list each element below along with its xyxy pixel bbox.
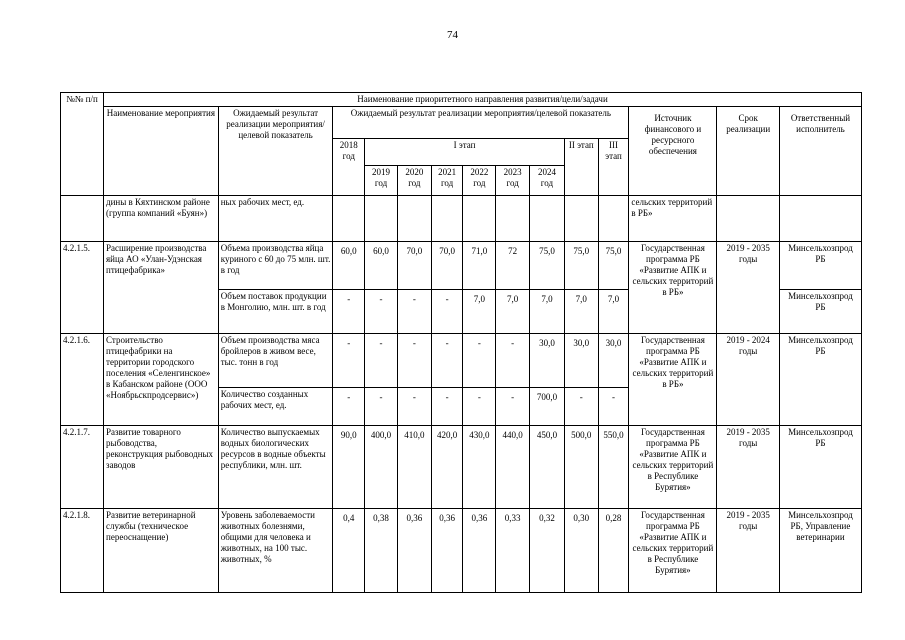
stage-2-header: II этап (564, 139, 598, 196)
value-2030: 500,0 (564, 426, 598, 509)
responsible-executor: Минсельхозпрод РБ (779, 242, 861, 290)
implementation-term: 2019 - 2035 годы (717, 426, 779, 509)
value-2020: - (397, 290, 431, 334)
value-2019: 60,0 (365, 242, 398, 290)
value-2030: 75,0 (564, 242, 598, 290)
indicator-text: Объем поставок продукции в Монголию, млн. шт. в год (218, 290, 333, 334)
responsible-executor: Минсельхозпрод РБ (779, 290, 861, 334)
value-2019: - (365, 388, 398, 426)
table-row-continuation (61, 196, 862, 242)
indicator-text: Количество выпускаемых водных биологических ресурсов в водные объекты республики, млн. шт. (218, 426, 333, 509)
value-2022: - (463, 388, 496, 426)
value-2022: 0,36 (463, 509, 496, 593)
value-2023: 0,33 (496, 509, 530, 593)
expected-values-header: Ожидаемый результат реализации мероприятия/целевой показатель (333, 107, 629, 139)
stage-3-header: III этап (598, 139, 629, 196)
funding-source: Государственная программа РБ «Развитие АПК и сельских территорий в РБ» (629, 334, 717, 426)
year-2021-header: 2021 год (431, 166, 463, 196)
value-2018: - (333, 334, 365, 388)
value-2024: 450,0 (530, 426, 565, 509)
event-name: Расширение производства яйца АО «Улан-Удэнская птицефабрика» (104, 242, 219, 334)
program-table (60, 92, 862, 593)
value-2018: - (333, 290, 365, 334)
year-2019-header: 2019 год (365, 166, 398, 196)
value-2030: 0,30 (564, 509, 598, 593)
value-2019: - (365, 334, 398, 388)
value-2035: 0,28 (598, 509, 629, 593)
value-2022: 7,0 (463, 290, 496, 334)
indicator-text: ных рабочих мест, ед. (218, 196, 333, 242)
value-2019: 0,38 (365, 509, 398, 593)
indicator-text: Уровень заболеваемости животных болезнями, общими для человека и животных, на 100 тыс. животных, % (218, 509, 333, 593)
indicator-text: Объем производства мяса бройлеров в живом весе, тыс. тонн в год (218, 334, 333, 388)
funding-source: Государственная программа РБ «Развитие АПК и сельских территорий в Республике Бурятия» (629, 509, 717, 593)
implementation-term: 2019 - 2035 годы (717, 242, 779, 334)
implementation-term: 2019 - 2024 годы (717, 334, 779, 426)
value-2018: 0,4 (333, 509, 365, 593)
value-2020: 70,0 (397, 242, 431, 290)
table-row (61, 509, 862, 593)
value-2018: 90,0 (333, 426, 365, 509)
event-name: дины в Кяхтинском районе (группа компаний «Буян») (104, 196, 219, 242)
value-2023: 440,0 (496, 426, 530, 509)
implementation-term: 2019 - 2035 годы (717, 509, 779, 593)
value-2019: - (365, 290, 398, 334)
value-2024: 700,0 (530, 388, 565, 426)
value-2035: - (598, 388, 629, 426)
value-2023: - (496, 334, 530, 388)
responsible-executor: Минсельхозпрод РБ (779, 334, 861, 426)
source-header: Источник финансового и ресурсного обеспечения (629, 107, 717, 196)
value-2035: 7,0 (598, 290, 629, 334)
value-2018: 60,0 (333, 242, 365, 290)
value-2022: - (463, 334, 496, 388)
value-2035: 75,0 (598, 242, 629, 290)
funding-source: Государственная программа РБ «Развитие АПК и сельских территорий в Республике Бурятия» (629, 426, 717, 509)
responsible-executor: Минсельхозпрод РБ (779, 426, 861, 509)
value-2023: 7,0 (496, 290, 530, 334)
event-name: Строительство птицефабрики на территории городского поселения «Селенгинское» в Кабанском районе (ООО «Ноябрьскпродсервис») (104, 334, 219, 426)
value-2030: 30,0 (564, 334, 598, 388)
year-2023-header: 2023 год (496, 166, 530, 196)
value-2024: 75,0 (530, 242, 565, 290)
value-2035: 550,0 (598, 426, 629, 509)
funding-source: сельских территорий в РБ» (629, 196, 717, 242)
table-row (61, 334, 862, 388)
value-2022: 430,0 (463, 426, 496, 509)
value-2018: - (333, 388, 365, 426)
stage-1-header: I этап (365, 139, 565, 166)
expected-result-header: Ожидаемый результат реализации мероприятия/целевой показатель (218, 107, 333, 196)
term-header: Срок реализации (717, 107, 779, 196)
executor-header: Ответственный исполнитель (779, 107, 861, 196)
value-2024: 0,32 (530, 509, 565, 593)
event-name: Развитие товарного рыбоводства, реконструкция рыбоводных заводов (104, 426, 219, 509)
table-row (61, 426, 862, 509)
value-2023: - (496, 388, 530, 426)
value-2023: 72 (496, 242, 530, 290)
value-2019: 400,0 (365, 426, 398, 509)
page-number: 74 (447, 29, 458, 41)
value-2020: - (397, 388, 431, 426)
indicator-text: Количество созданных рабочих мест, ед. (218, 388, 333, 426)
row-number: 4.2.1.8. (61, 509, 104, 593)
year-2018-header: 2018 год (333, 139, 365, 196)
value-2035: 30,0 (598, 334, 629, 388)
value-2024: 7,0 (530, 290, 565, 334)
table-row (61, 242, 862, 290)
row-number: 4.2.1.5. (61, 242, 104, 334)
value-2030: 7,0 (564, 290, 598, 334)
indicator-text: Объема производства яйца куриного с 60 до 75 млн. шт. в год (218, 242, 333, 290)
value-2024: 30,0 (530, 334, 565, 388)
value-2021: - (431, 388, 463, 426)
value-2021: - (431, 290, 463, 334)
event-name: Развитие ветеринарной службы (техническое переоснащение) (104, 509, 219, 593)
year-2020-header: 2020 год (397, 166, 431, 196)
responsible-executor: Минсельхозпрод РБ, Управление ветеринарии (779, 509, 861, 593)
value-2020: 0,36 (397, 509, 431, 593)
num-column-header: №№ п/п (61, 93, 104, 196)
value-2021: 420,0 (431, 426, 463, 509)
value-2021: - (431, 334, 463, 388)
value-2021: 70,0 (431, 242, 463, 290)
value-2030: - (564, 388, 598, 426)
value-2021: 0,36 (431, 509, 463, 593)
year-2024-header: 2024 год (530, 166, 565, 196)
priority-title: Наименование приоритетного направления развития/цели/задачи (104, 93, 862, 107)
year-2022-header: 2022 год (463, 166, 496, 196)
row-number: 4.2.1.7. (61, 426, 104, 509)
row-number: 4.2.1.6. (61, 334, 104, 426)
value-2022: 71,0 (463, 242, 496, 290)
value-2020: 410,0 (397, 426, 431, 509)
value-2020: - (397, 334, 431, 388)
event-name-header: Наименование мероприятия (104, 107, 219, 196)
funding-source: Государственная программа РБ «Развитие АПК и сельских территорий в РБ» (629, 242, 717, 334)
